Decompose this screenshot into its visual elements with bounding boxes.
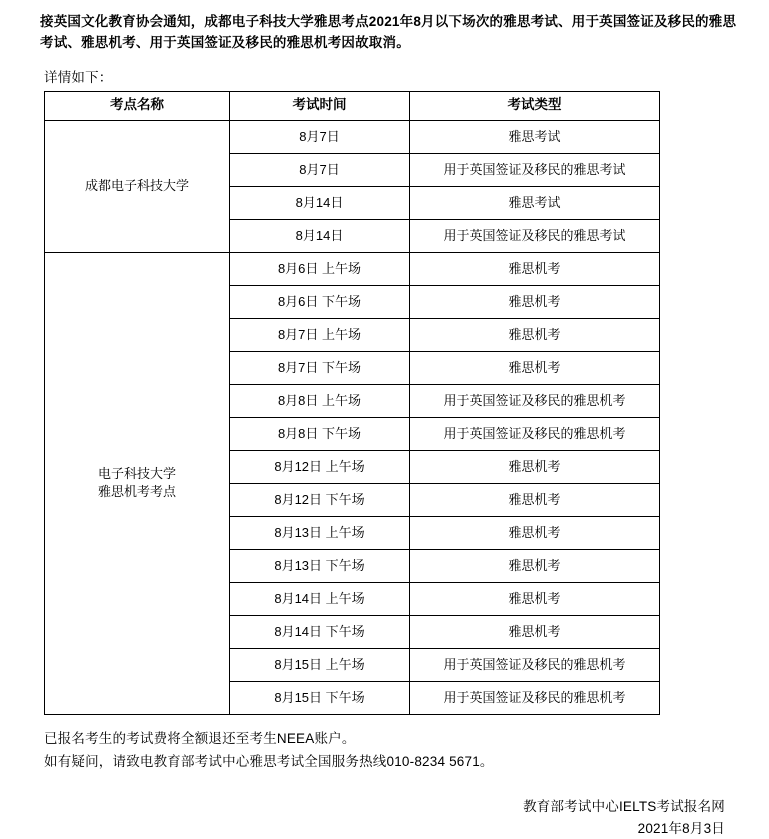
type-cell: 用于英国签证及移民的雅思考试 <box>410 153 660 186</box>
time-cell: 8月14日 <box>230 186 410 219</box>
time-cell: 8月7日 上午场 <box>230 318 410 351</box>
type-cell: 雅思机考 <box>410 615 660 648</box>
notice-paragraph <box>40 12 747 54</box>
time-cell: 8月14日 上午场 <box>230 582 410 615</box>
signature-org: 教育部考试中心IELTS考试报名网 <box>523 799 725 815</box>
type-cell: 雅思机考 <box>410 582 660 615</box>
type-cell: 雅思机考 <box>410 549 660 582</box>
type-cell: 雅思机考 <box>410 516 660 549</box>
hotline-note: 如有疑问，请致电教育部考试中心雅思考试全国服务热线010-8234 5671。 <box>44 754 494 770</box>
time-cell: 8月14日 <box>230 219 410 252</box>
time-cell: 8月7日 <box>230 120 410 153</box>
time-cell: 8月8日 上午场 <box>230 384 410 417</box>
time-cell: 8月7日 下午场 <box>230 351 410 384</box>
type-cell: 用于英国签证及移民的雅思机考 <box>410 648 660 681</box>
type-cell: 用于英国签证及移民的雅思考试 <box>410 219 660 252</box>
table-row <box>45 120 660 153</box>
time-cell: 8月13日 上午场 <box>230 516 410 549</box>
time-cell: 8月15日 上午场 <box>230 648 410 681</box>
type-cell: 雅思机考 <box>410 285 660 318</box>
type-cell: 雅思机考 <box>410 483 660 516</box>
table-header-row <box>45 91 660 120</box>
type-cell: 用于英国签证及移民的雅思机考 <box>410 681 660 714</box>
time-cell: 8月14日 下午场 <box>230 615 410 648</box>
type-cell: 雅思机考 <box>410 252 660 285</box>
column-header-time: 考试时间 <box>230 91 410 120</box>
type-cell: 用于英国签证及移民的雅思机考 <box>410 417 660 450</box>
footnotes <box>44 727 747 774</box>
type-cell: 用于英国签证及移民的雅思机考 <box>410 384 660 417</box>
table-row <box>45 252 660 285</box>
time-cell: 8月13日 下午场 <box>230 549 410 582</box>
site-label-line: 成都电子科技大学 <box>84 178 189 194</box>
site-cell <box>45 252 230 714</box>
type-cell: 雅思机考 <box>410 450 660 483</box>
type-cell: 雅思机考 <box>410 351 660 384</box>
time-cell: 8月7日 <box>230 153 410 186</box>
site-label-line: 雅思机考考点 <box>97 484 176 500</box>
time-cell: 8月12日 下午场 <box>230 483 410 516</box>
type-cell: 雅思考试 <box>410 186 660 219</box>
time-cell: 8月12日 上午场 <box>230 450 410 483</box>
refund-note: 已报名考生的考试费将全额退还至考生NEEA账户。 <box>44 730 356 746</box>
time-cell: 8月15日 下午场 <box>230 681 410 714</box>
type-cell: 雅思机考 <box>410 318 660 351</box>
detail-label: 详情如下： <box>44 69 113 85</box>
time-cell: 8月6日 上午场 <box>230 252 410 285</box>
site-cell <box>45 120 230 252</box>
notice-line-2: 考试、雅思机考、用于英国签证及移民的雅思机考因故取消。 <box>40 34 410 50</box>
signature-date: 2021年8月3日 <box>637 820 725 836</box>
column-header-site: 考点名称 <box>45 91 230 120</box>
type-cell: 雅思考试 <box>410 120 660 153</box>
notice-line-1: 接英国文化教育协会通知，成都电子科技大学雅思考点2021年8月以下场次的雅思考试、用于英国签证及移民的雅思 <box>40 14 737 29</box>
site-label-line: 电子科技大学 <box>97 466 176 482</box>
signature-block <box>22 796 747 839</box>
column-header-type: 考试类型 <box>410 91 660 120</box>
time-cell: 8月6日 下午场 <box>230 285 410 318</box>
time-cell: 8月8日 下午场 <box>230 417 410 450</box>
exam-schedule-table <box>44 91 660 715</box>
